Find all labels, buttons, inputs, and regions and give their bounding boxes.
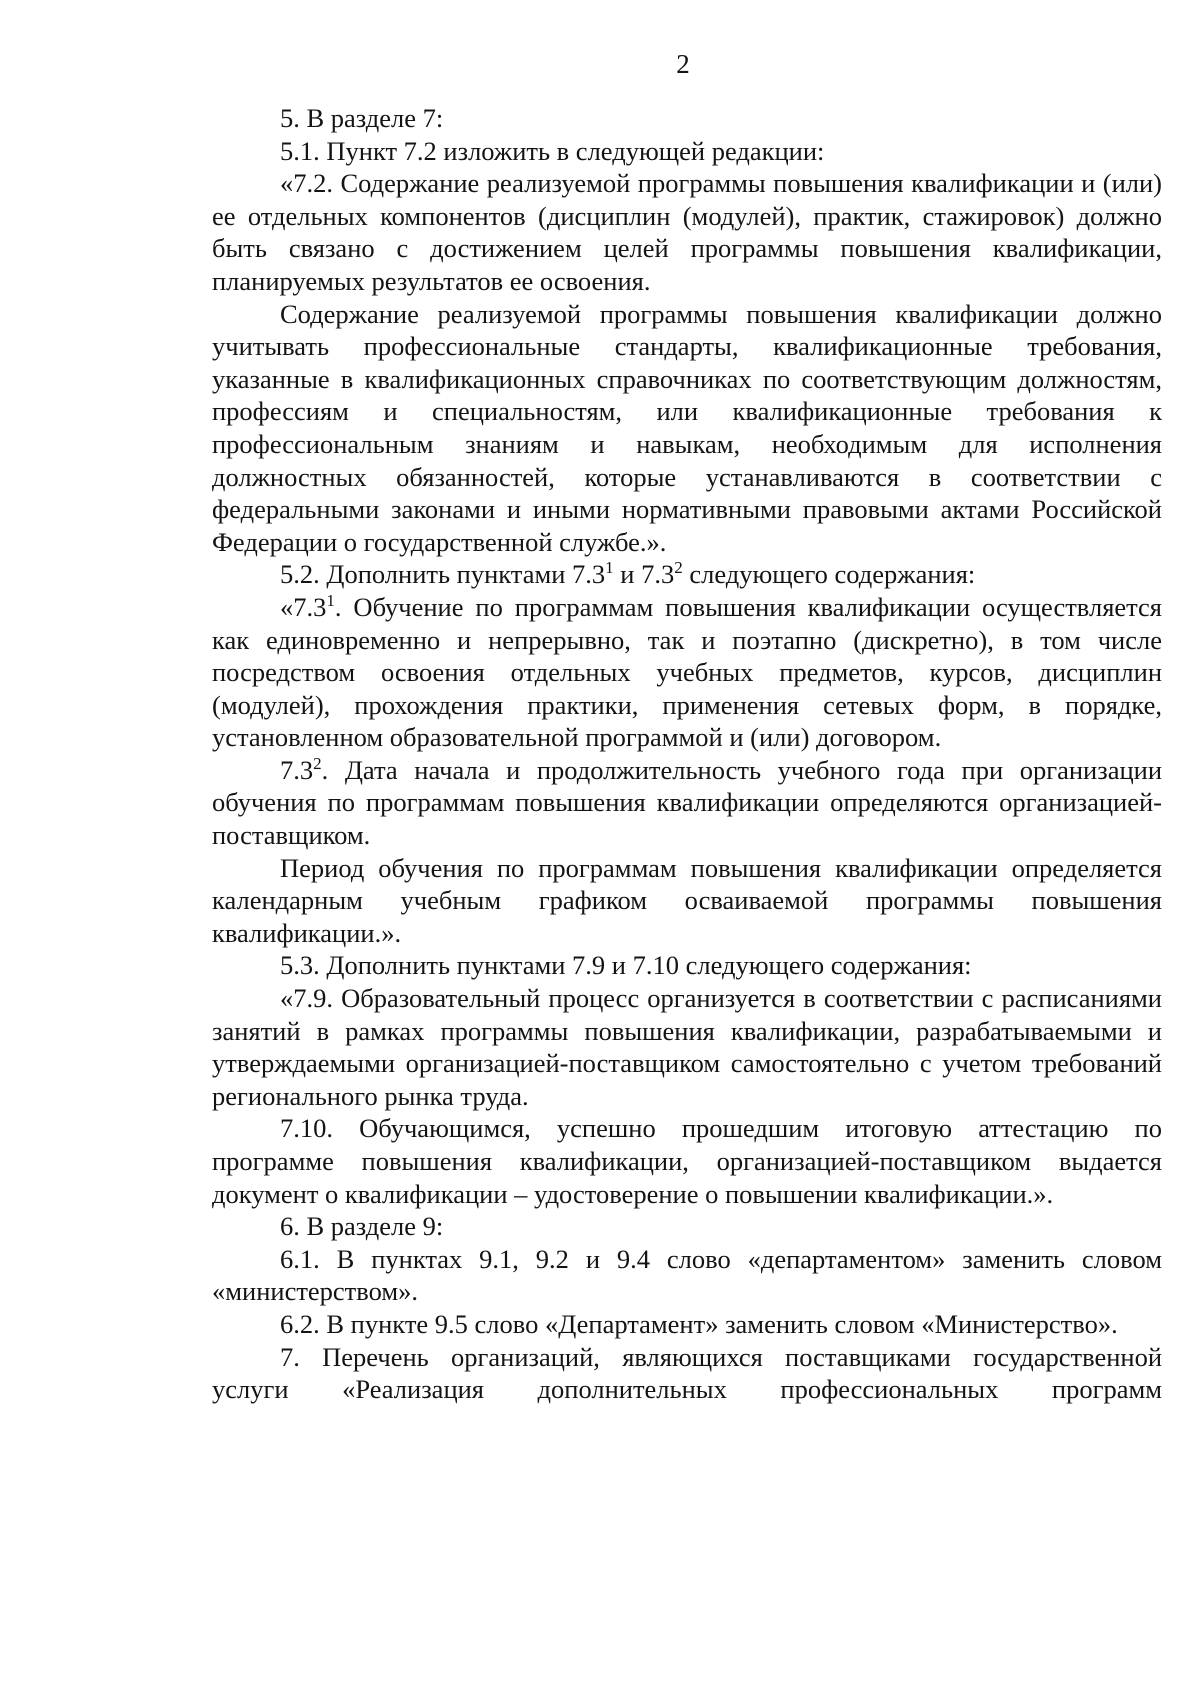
- section-heading-9: 6. В разделе 9:: [280, 1211, 444, 1242]
- page-number: 2: [676, 49, 690, 79]
- section-heading-7: 5. В разделе 7:: [280, 103, 444, 133]
- superscript: 1: [605, 558, 614, 578]
- clause-5-1: 5.1. Пункт 7.2 изложить в следующей редакции:: [280, 135, 825, 166]
- text-run: «7.3: [280, 591, 327, 622]
- clause-7-2-content-paragraph: Содержание реализуемой программы повышения квалификации должно учитывать профессиональные стандарты, квалификационные требования, указанные в квалификационных справочниках по соответствующим должностям, профессиям и специальностям, или квалификационные требования к профессиональным знаниям и навыкам, необходимым для исполнения должностных обязанностей, которые устанавливаются в соответствии с федеральными законами и иными нормативными правовыми актами Российской Федерации о государственной службе.».: [212, 298, 1162, 557]
- clause-7-3-1-paragraph: [212, 591, 1162, 754]
- superscript: 2: [313, 753, 322, 773]
- clause-7-10-paragraph: 7.10. Обучающимся, успешно прошедшим итоговую аттестацию по программе повышения квалификации, организацией-поставщиком выдается документ о квалификации – удостоверение о повышении квалификации.».: [212, 1113, 1162, 1209]
- clause-5-2: [212, 558, 1162, 591]
- clause-7-9-paragraph: «7.9. Образовательный процесс организуется в соответствии с расписаниями занятий в рамках программы повышения квалификации, разрабатываемыми и утверждаемыми организацией-поставщиком самостоятельно с учетом требований регионального рынка труда.: [212, 983, 1162, 1111]
- training-period-paragraph: Период обучения по программам повышения квалификации определяется календарным учебным графиком осваиваемой программы повышения квалификации.».: [212, 852, 1162, 948]
- clause-7-list-paragraph: 7. Перечень организаций, являющихся поставщиками государственной услуги «Реализация дополнительных профессиональных программ: [212, 1341, 1162, 1405]
- text-run: и 7.3: [613, 559, 675, 590]
- clause-6-2: 6.2. В пункте 9.5 слово «Департамент» заменить словом «Министерство».: [280, 1308, 1118, 1339]
- clause-7-3-2-paragraph: [212, 754, 1162, 852]
- clause-6-1: 6.1. В пунктах 9.1, 9.2 и 9.4 слово «департаментом» заменить словом «министерством».: [212, 1243, 1162, 1307]
- superscript: 1: [326, 590, 335, 610]
- text-run: 5.2. Дополнить пунктами 7.3: [280, 559, 606, 590]
- clause-5-3: 5.3. Дополнить пунктами 7.9 и 7.10 следующего содержания:: [280, 950, 972, 981]
- text-run: следующего содержания:: [682, 559, 976, 590]
- clause-7-2-paragraph: «7.2. Содержание реализуемой программы повышения квалификации и (или) ее отдельных компонентов (дисциплин (модулей), практик, стажировок) должно быть связано с достижением целей программы повышения квалификации, планируемых результатов ее освоения.: [212, 168, 1162, 296]
- text-run: 7.3: [280, 754, 314, 785]
- document-body: [212, 102, 1162, 1406]
- text-run: . Обучение по программам повышения квалификации осуществляется как единовременно и непрерывно, так и поэтапно (дискретно), в том числе посредством освоения отдельных учебных предметов, курсов, дисциплин (модулей), прохождения практики, применения сетевых форм, в порядке, установленном образовательной программой и (или) договором.: [212, 591, 1162, 753]
- text-run: . Дата начала и продолжительность учебного года при организации обучения по программам повышения квалификации определяются организацией-поставщиком.: [212, 754, 1162, 851]
- superscript: 2: [674, 558, 683, 578]
